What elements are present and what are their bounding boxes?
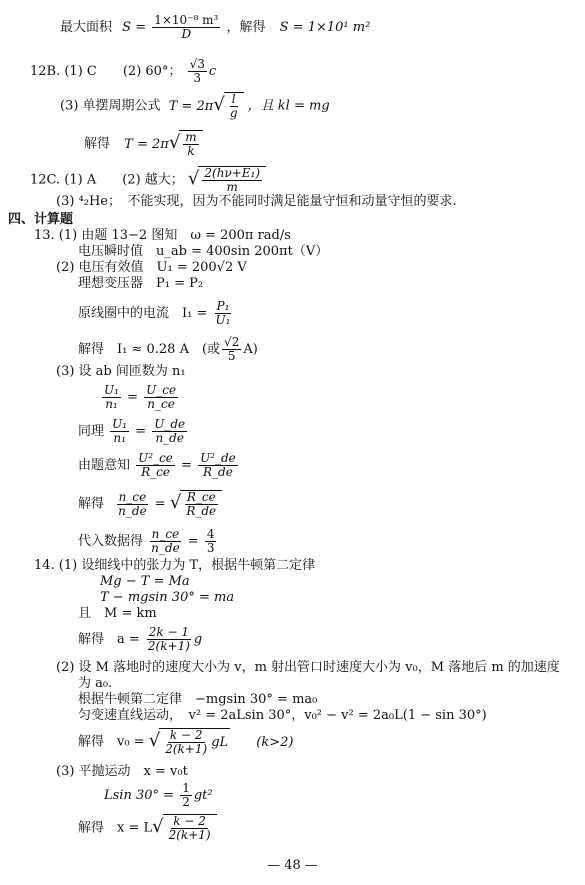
- text: ，解得: [226, 20, 266, 35]
- formula: ，且 kl = mg: [247, 98, 330, 114]
- denominator: 3: [206, 541, 215, 555]
- numerator: n_ce: [118, 489, 147, 504]
- text: 解得: [84, 136, 111, 152]
- denominator: 2(k+1): [168, 828, 211, 842]
- numerator: U₁: [112, 417, 128, 431]
- answer-line: [30, 58, 216, 85]
- formula: S = 1×10¹ m²: [279, 20, 371, 35]
- answer-line: 根据牛顿第二定律 −mgsin 30° = ma₀: [78, 692, 318, 707]
- text: 解得 I₁ ≈ 0.28 A (或: [78, 342, 221, 357]
- text: 最大面积: [60, 20, 113, 35]
- denominator: R_de: [186, 504, 217, 518]
- answer-line: 为 a₀.: [78, 676, 113, 691]
- fraction: [198, 452, 238, 479]
- denominator: n₁: [113, 431, 126, 445]
- text: 12B. (1) C (2) 60°；: [30, 64, 182, 79]
- numerator: √3: [189, 57, 205, 71]
- denominator: m: [226, 180, 238, 194]
- numerator: 1×10⁻⁸ m³: [154, 13, 219, 27]
- fraction: [167, 815, 213, 842]
- fraction: [183, 131, 198, 158]
- numerator: k − 2: [173, 814, 206, 828]
- numerator: k − 2: [169, 728, 203, 742]
- answer-line: [30, 166, 266, 194]
- numerator: m: [185, 130, 197, 144]
- fraction: [184, 491, 218, 518]
- denominator: D: [181, 27, 192, 41]
- fraction: [102, 384, 121, 411]
- formula: g: [193, 632, 203, 647]
- answer-line: [60, 14, 370, 41]
- formula: S =: [122, 20, 151, 35]
- denominator: n_ce: [147, 397, 175, 411]
- numerator: 1: [182, 781, 190, 795]
- answer-line: (2) 电压有效值 U₁ = 200√2 V: [56, 260, 247, 275]
- numerator: 2k − 1: [148, 625, 190, 639]
- denominator: n_de: [151, 541, 180, 555]
- answer-line: (3) ⁴₂He； 不能实现，因为不能同时满足能量守恒和动量守恒的要求.: [56, 194, 457, 209]
- denominator: R_ce: [141, 465, 170, 479]
- fraction: [228, 93, 240, 120]
- answer-line: 同理 $\frac{\text{U₁}}{\text{n₁}}$ = $\frac{U\_de}{n\_de}$: [78, 417, 186, 445]
- answer-line: (3) 设 ab 间匝数为 n₁: [56, 364, 186, 379]
- fraction: [152, 14, 220, 41]
- denominator: n_de: [118, 503, 147, 518]
- numerator: U_de: [154, 417, 186, 431]
- numerator: R_ce: [186, 490, 216, 504]
- text: 同理: [78, 424, 105, 439]
- numerator: l: [231, 92, 236, 106]
- sqrt: √ $\frac{k - 2}{2(k+1)}$ gL: [148, 728, 229, 756]
- denominator: k: [187, 144, 195, 158]
- denominator: n₁: [105, 397, 118, 411]
- numerator: U²_de: [200, 451, 236, 465]
- fraction: [180, 782, 192, 809]
- denominator: R_de: [203, 465, 233, 479]
- numerator: √2: [224, 335, 240, 349]
- answer-line: 理想变压器 P₁ = P₂: [78, 276, 204, 291]
- sqrt: √ $\frac{R\_ce}{R\_de}$: [170, 490, 222, 518]
- formula: (k>2): [256, 734, 294, 750]
- denominator: n_de: [155, 431, 184, 445]
- denominator: 5: [227, 349, 236, 363]
- fraction: [144, 384, 178, 411]
- fraction: [149, 528, 182, 555]
- fraction: [202, 167, 262, 194]
- formula: T = 2π: [124, 136, 169, 152]
- text: 解得: [78, 496, 105, 512]
- formula: c: [208, 64, 217, 79]
- fraction: [116, 491, 149, 518]
- denominator: 2(k+1): [165, 742, 208, 756]
- answer-line: (3) 平抛运动 x = v₀t: [56, 764, 188, 779]
- text: 12C. (1) A (2) 越大；: [30, 172, 184, 188]
- answer-line: [78, 728, 293, 756]
- answer-line: 14. (1) 设细线中的张力为 T，根据牛顿第二定律: [34, 558, 316, 573]
- fraction: [136, 452, 175, 479]
- answer-line: Mg − T = Ma: [100, 574, 190, 589]
- text: 原线圈中的电流 I₁ =: [78, 306, 208, 321]
- answer-line: [84, 130, 203, 158]
- denominator: g: [229, 106, 238, 120]
- answer-line: (2) 设 M 落地时的速度大小为 v，m 射出管口时速度大小为 v₀，M 落地后 m 的加速度: [56, 660, 560, 675]
- numerator: U²_ce: [138, 451, 173, 465]
- page-number: — 48 —: [267, 858, 318, 873]
- denominator: 3: [193, 71, 202, 85]
- answer-line: [78, 626, 202, 653]
- formula: Lsin 30° =: [104, 788, 175, 803]
- text: (3) 单摆周期公式: [60, 98, 161, 114]
- text: A): [243, 342, 258, 357]
- formula: T = 2π: [168, 98, 214, 114]
- fraction: [214, 300, 233, 327]
- answer-line: 且 M = km: [78, 606, 157, 621]
- fraction: [222, 336, 241, 363]
- answer-line: $\frac{\text{U₁}}{\text{n₁}}$ = $\frac{U\_ce}{n\_ce}$: [104, 383, 177, 411]
- answer-line: 匀变速直线运动， v² = 2aLsin 30°，v₀² − v² = 2a₀L(1 − sin 30°): [78, 708, 487, 723]
- denominator: 2(k+1): [147, 639, 190, 653]
- answer-line: [104, 782, 213, 809]
- sqrt: √ $\frac{\text{2(hν+E₁)}}{m}$: [188, 166, 266, 194]
- text: 解得 x = L: [78, 820, 153, 836]
- fraction: [152, 418, 187, 445]
- answer-line: 由题意知 $\frac{\text{U²\_ce}}{R\_ce}$ = $\frac{\text{U²\_de}}{R\_de}$: [78, 451, 236, 479]
- section-heading: 四、计算题: [8, 212, 74, 227]
- numerator: 2(hν+E₁): [204, 166, 261, 180]
- answer-line: 电压瞬时值 u_ab = 400sin 200πt（V）: [78, 244, 329, 259]
- answer-line: [78, 300, 234, 327]
- formula: gL: [211, 734, 229, 750]
- answer-line: [78, 814, 217, 842]
- sqrt: √ $\frac{k - 2}{2(k+1)}$: [152, 814, 216, 842]
- answer-line: 代入数据得 $\frac{n\_ce}{n\_de}$ = $\frac{4}{3}$: [78, 527, 215, 555]
- text: 代入数据得: [78, 534, 144, 549]
- answer-line: 解得 $\frac{n\_ce}{n\_de}$ = √ $\frac{R\_ce}{R\_de}$: [78, 490, 222, 518]
- sqrt: √ $\frac{l}{g}$: [213, 92, 243, 120]
- text: 由题意知: [78, 458, 131, 473]
- fraction: [188, 58, 207, 85]
- sqrt: √ $\frac{m}{k}$: [169, 130, 203, 158]
- answer-line: 13. (1) 由题 13−2 图知 ω = 200π rad/s: [34, 228, 291, 243]
- denominator: 2: [182, 795, 190, 809]
- numerator: n_ce: [151, 527, 180, 541]
- answer-line: [60, 92, 330, 120]
- answer-line: [78, 336, 258, 363]
- text: 解得 a =: [78, 632, 140, 647]
- fraction: [110, 418, 129, 445]
- fraction: [205, 528, 217, 555]
- fraction: [163, 729, 209, 756]
- answer-line: T − mgsin 30° = ma: [100, 590, 235, 605]
- denominator: U₁: [215, 313, 231, 327]
- numerator: 4: [206, 527, 215, 541]
- numerator: U_ce: [146, 383, 177, 397]
- fraction: [146, 626, 192, 653]
- text: 解得 v₀ =: [78, 734, 145, 750]
- numerator: U₁: [104, 383, 119, 397]
- formula: gt²: [193, 788, 213, 803]
- numerator: P₁: [216, 299, 230, 313]
